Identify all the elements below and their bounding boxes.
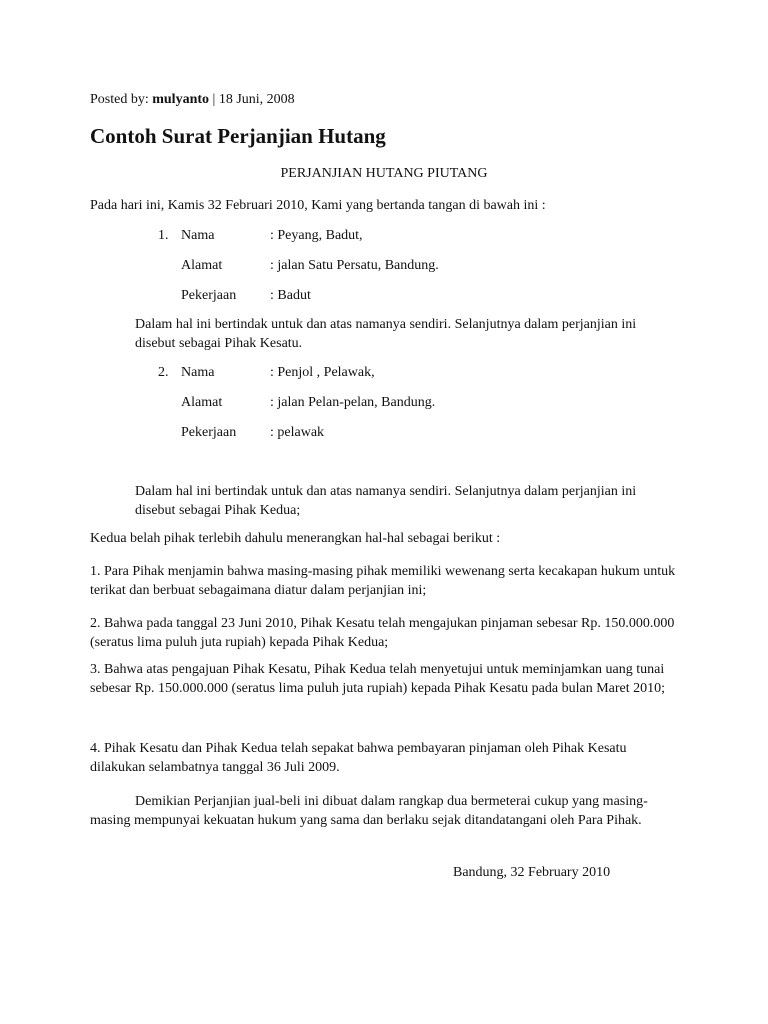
document-title: PERJANJIAN HUTANG PIUTANG xyxy=(280,166,488,181)
party-1-job-value: : Badut xyxy=(270,288,311,303)
party-1-name-value: : Peyang, Badut, xyxy=(270,228,363,243)
clause-1: 1. Para Pihak menjamin bahwa masing-masing pihak memiliki wewenang serta kecakapan hukum untuk terikat dan berbuat sebagaimana diatur dalam perjanjian ini; xyxy=(90,564,676,598)
party-1-address-label: Alamat xyxy=(181,258,223,273)
party-2-job-label: Pekerjaan xyxy=(181,425,237,440)
party-1-job-label: Pekerjaan xyxy=(181,288,237,303)
party-2-job-value: : pelawak xyxy=(270,425,325,440)
party-2-statement: Dalam hal ini bertindak untuk dan atas namanya sendiri. Selanjutnya dalam perjanjian ini disebut sebagai Pihak Kedua; xyxy=(135,484,637,518)
post-date: | 18 Juni, 2008 xyxy=(212,92,295,107)
page-title: Contoh Surat Perjanjian Hutang xyxy=(90,124,386,148)
party-2-address-label: Alamat xyxy=(181,395,223,410)
closing-paragraph: Demikian Perjanjian jual-beli ini dibuat dalam rangkap dua bermeterai cukup yang masing-masing mempunyai kekuatan hukum yang sama dan berlaku sejak ditandatangani oleh Para Pihak. xyxy=(90,794,648,828)
clause-2: 2. Bahwa pada tanggal 23 Juni 2010, Pihak Kesatu telah mengajukan pinjaman sebesar Rp. 150.000.000 (seratus lima puluh juta rupiah) kepada Pihak Kedua; xyxy=(90,616,675,650)
party-2-name-value: : Penjol , Pelawak, xyxy=(270,365,375,380)
party-2-number: 2. xyxy=(158,365,169,380)
party-2-name-label: Nama xyxy=(181,365,215,380)
party-1-address-value: : jalan Satu Persatu, Bandung. xyxy=(270,258,439,273)
party-1-number: 1. xyxy=(158,228,169,243)
intro-paragraph: Pada hari ini, Kamis 32 Februari 2010, Kami yang bertanda tangan di bawah ini : xyxy=(90,198,546,213)
clause-3: 3. Bahwa atas pengajuan Pihak Kesatu, Pihak Kedua telah menyetujui untuk meminjamkan uang tunai sebesar Rp. 150.000.000 (seratus lima puluh juta rupiah) kepada Pihak Kesatu pada bulan Maret 2010; xyxy=(90,662,666,696)
place-date: Bandung, 32 February 2010 xyxy=(453,865,611,880)
party-1-statement: Dalam hal ini bertindak untuk dan atas namanya sendiri. Selanjutnya dalam perjanjian ini disebut sebagai Pihak Kesatu. xyxy=(135,317,637,351)
clause-4: 4. Pihak Kesatu dan Pihak Kedua telah sepakat bahwa pembayaran pinjaman oleh Pihak Kesatu dilakukan selambatnya tanggal 36 Juli 2009. xyxy=(90,741,627,775)
party-1-name-label: Nama xyxy=(181,228,215,243)
posted-by-label: Posted by: xyxy=(90,92,149,107)
lead-in-paragraph: Kedua belah pihak terlebih dahulu menerangkan hal-hal sebagai berikut : xyxy=(90,531,501,546)
party-2-address-value: : jalan Pelan-pelan, Bandung. xyxy=(270,395,436,410)
post-meta xyxy=(90,90,295,109)
author-name[interactable]: mulyanto xyxy=(152,92,210,107)
